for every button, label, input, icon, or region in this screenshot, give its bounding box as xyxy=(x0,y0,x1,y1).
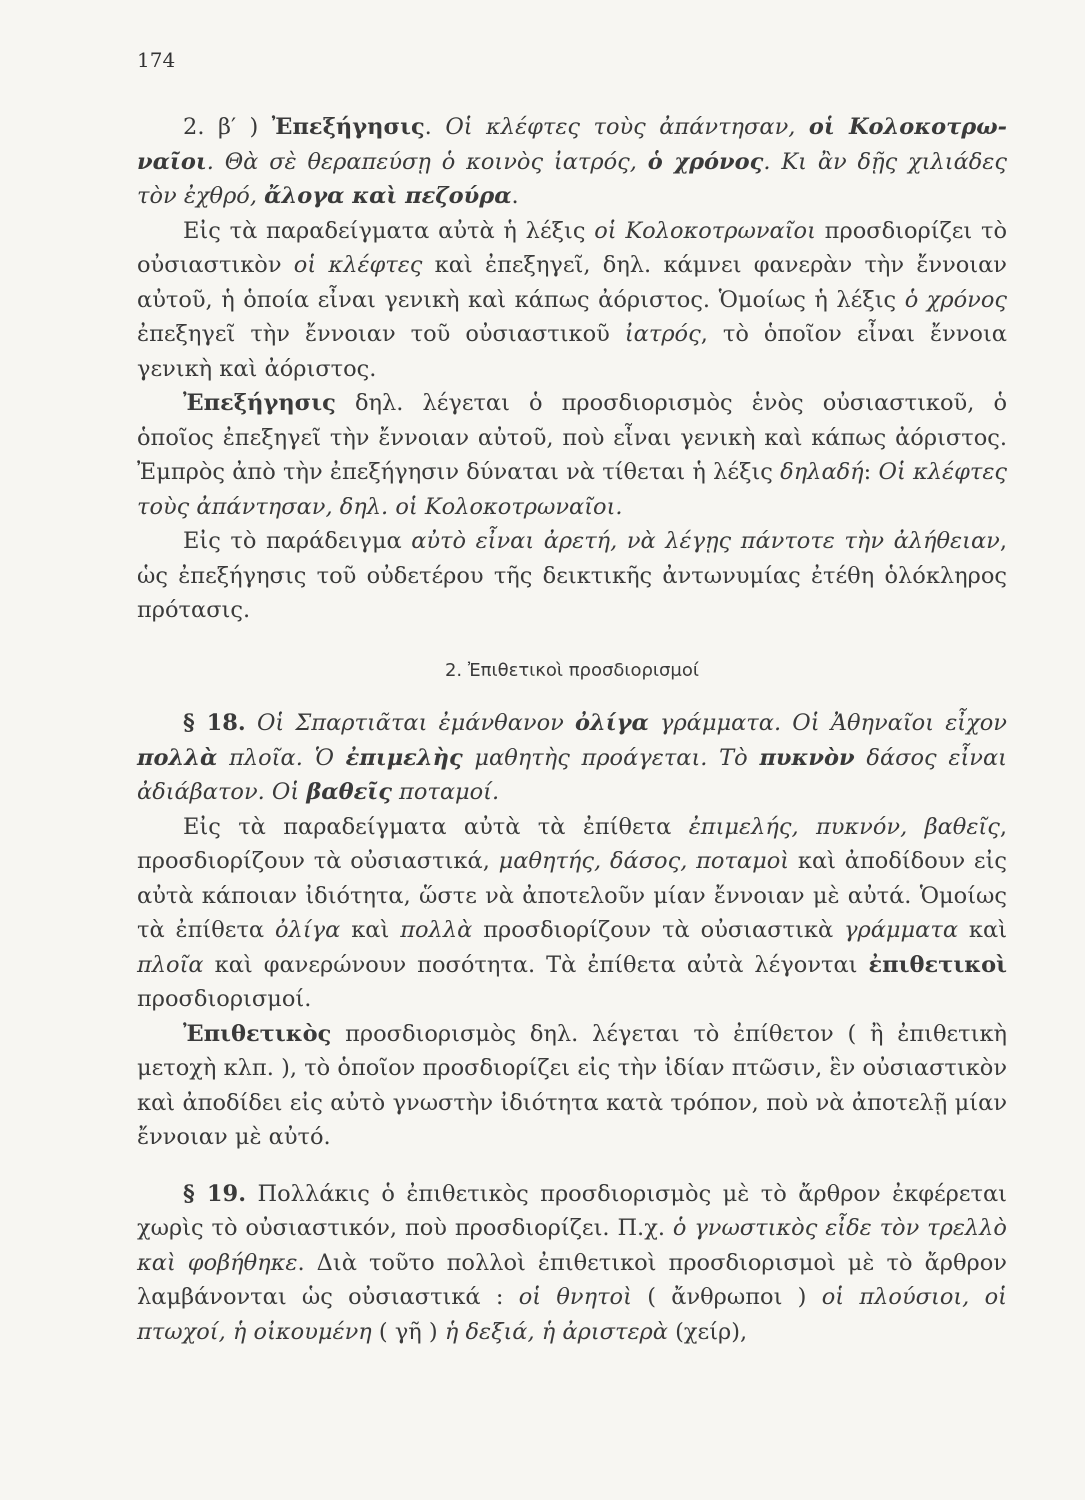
item-number: 2. β′ ) xyxy=(183,114,272,140)
paragraph-adjectives-explanation: Εἰς τὰ παραδείγματα αὐτὰ τὰ ἐπίθετα ἐπιμελής, πυκνόν, βαθεῖς, προσδιορίζουν τὰ οὐσιαστικά, μαθητής, δάσος, ποταμοὶ καὶ ἀποδίδουν εἰς αὐτὰ κάποιαν ἰδιότητα, ὥστε νὰ ἀποτελοῦν μίαν ἔννοιαν μὲ αὐτά. Ὁμοίως τὰ ἐπίθετα ὀλίγα καὶ πολλὰ προσδιορίζουν τὰ οὐσιαστικὰ γράμματα καὶ πλοῖα καὶ φανερώνουν ποσότητα. Τὰ ἐπίθετα αὐτὰ λέγονται ἐπιθετικοὶ προσδιορισμοί. xyxy=(137,813,1008,1012)
defined-term: Ἐπιθετικὸς xyxy=(183,1020,332,1047)
section-number: § 19. xyxy=(183,1180,247,1207)
section-number: § 18. xyxy=(183,710,246,736)
paragraph-definition-attributive: Ἐπιθετικὸς προσδιορισμὸς δηλ. λέγεται τὸ ἐπίθετον ( ἢ ἐπιθετικὴ μετοχὴ κλπ. ), τὸ ὁποῖον προσδιορίζει εἰς τὴν ἰδίαν πτῶσιν, ἓν οὐσιαστικὸν καὶ ἀποδίδει εἰς αὐτὸ γνωστὴν ἰδιότητα κατὰ τρόπον, ποὺ νὰ ἀποτελῇ μίαν ἔννοιαν μὲ αὐτό. xyxy=(137,1020,1007,1150)
section-subheading: 2. Ἐπιθετικοὶ προσδιορισμοί xyxy=(444,659,699,681)
body-text xyxy=(137,110,1007,1349)
paragraph-definition-epexegesis: Ἐπεξήγησις δηλ. λέγεται ὁ προσδιορισμὸς ἑνὸς οὐσιαστικοῦ, ὁ ὁποῖος ἐπεξηγεῖ τὴν ἔννοιαν αὐτοῦ, ποὺ εἶναι γενικὴ καὶ κάπως ἀόριστος. Ἐμπρὸς ἀπὸ τὴν ἐπεξήγησιν δύναται νὰ τίθεται ἡ λέξις δηλαδή: Οἱ κλέφτες τοὺς ἀπάντησαν, δηλ. οἱ Κολοκοτρωναῖοι. xyxy=(137,390,1008,520)
paragraph-section-19: § 19. Πολλάκις ὁ ἐπιθετικὸς προσδιορισμὸς μὲ τὸ ἄρθρον ἐκφέρεται χωρὶς τὸ οὐσιαστικόν, ποὺ προσδιορίζει. Π.χ. ὁ γνωστικὸς εἶδε τὸν τρελλὸ καὶ φοβήθηκε. Διὰ τοῦτο πολλοὶ ἐπιθετικοὶ προσδιορισμοὶ μὲ τὸ ἄρθρον λαμβάνονται ὡς οὐσιαστικά : οἱ θνητοὶ ( ἄνθρωποι ) οἱ πλούσιοι, οἱ πτωχοί, ἡ οἰκουμένη ( γῆ ) ἡ δεξιά, ἡ ἀριστερὰ (χείρ), xyxy=(137,1180,1008,1345)
paragraph-section-18: § 18. Οἱ Σπαρτιᾶται ἐμάνθανον ὀλίγα γράμματα. Οἱ Ἀθηναῖοι εἶχον πολλὰ πλοῖα. Ὁ ἐπιμελὴς μαθητὴς προάγεται. Τὸ πυκνὸν δάσος εἶναι ἀδιάβατον. Οἱ βαθεῖς ποταμοί. xyxy=(137,710,1007,805)
page-number: 174 xyxy=(137,48,176,72)
paragraph-explanation: Εἰς τὰ παραδείγματα αὐτὰ ἡ λέξις οἱ Κολοκοτρωναῖοι προσδιορίζει τὸ οὐσιαστικὸν οἱ κλέφτες καὶ ἐπεξηγεῖ, δηλ. κάμνει φανερὰν τὴν ἔννοιαν αὐτοῦ, ἡ ὁποία εἶναι γενικὴ καὶ κάπως ἀόριστος. Ὁμοίως ἡ λέξις ὁ χρόνος ἐπεξηγεῖ τὴν ἔννοιαν τοῦ οὐσιαστικοῦ ἰατρός, τὸ ὁποῖον εἶναι ἔννοια γενικὴ καὶ ἀόριστος. xyxy=(137,217,1008,382)
paragraph-example-truth: Εἰς τὸ παράδειγμα αὐτὸ εἶναι ἀρετή, νὰ λέγῃς πάντοτε τὴν ἀλήθειαν, ὡς ἐπεξήγησις τοῦ οὐδετέρου τῆς δεικτικῆς ἀντωνυμίας ἐτέθη ὁλόκληρος πρότασις. xyxy=(137,528,1007,623)
defined-term: Ἐπεξήγησις xyxy=(183,390,336,416)
paragraph-example-epexegesis: 2. β′ ) Ἐπεξήγησις. Οἱ κλέφτες τοὺς ἀπάντησαν, οἱ Κολοκοτρω-ναῖοι. Θὰ σὲ θεραπεύσῃ ὁ κοινὸς ἰατρός, ὁ χρόνος. Κι ἂν δῇς χιλιάδες τὸν ἐχθρό, ἄλογα καὶ πεζούρα. xyxy=(137,114,1008,209)
term-epexegesis: Ἐπεξήγησις xyxy=(271,114,425,140)
